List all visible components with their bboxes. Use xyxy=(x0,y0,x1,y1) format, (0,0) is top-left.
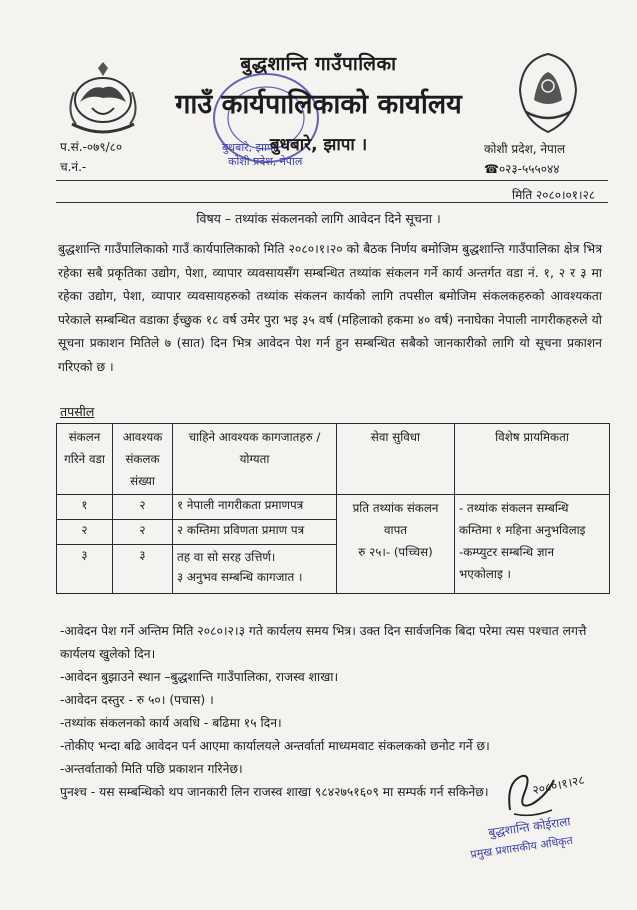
note-item: -आवेदन पेश गर्ने अन्तिम मिति २०८०।२।३ गते कार्यलय समय भित्र। उक्त दिन सार्वजनिक बिदा परेमा त्यस पश्चात लगत्तै कार्यलय खुलेको दिन। xyxy=(60,624,587,661)
ward-cell: १ xyxy=(57,495,113,520)
note-item: पुनश्च - यस सम्बन्धिको थप जानकारी लिन राजस्व शाखा ९८४२७५१६०९ मा सम्पर्क गर्न सकिनेछ। xyxy=(60,785,489,799)
service-cell xyxy=(337,495,455,594)
document-cell xyxy=(173,545,337,594)
header-count: आवश्यक संकलक संख्या xyxy=(113,424,173,495)
note-item: -अन्तर्वाताको मिति पछि प्रकाशन गरिनेछ। xyxy=(60,762,243,776)
ward-cell: २ xyxy=(57,520,113,545)
subject-line: विषय – तथ्यांक संकलनको लागि आवेदन दिने सूचना । xyxy=(196,211,441,226)
note-item: -तोकीए भन्दा बढि आवेदन पर्न आएमा कार्यालयले अन्तर्वार्ता माध्यमवाट संकलकको छनोट गर्ने छ। xyxy=(60,739,490,753)
tapsil-heading: तपसील xyxy=(60,404,95,419)
count-cell: २ xyxy=(113,495,173,520)
note-item: -आवेदन दस्तुर - रु ५०। (पचास) । xyxy=(60,693,214,707)
header-documents: चाहिने आवश्यक कागजातहरु / योग्यता xyxy=(173,424,337,495)
date-divider xyxy=(56,202,608,203)
office-name: गाउँ कार्यपालिकाको कार्यालय xyxy=(175,89,462,120)
dispatch-number: च.नं.- xyxy=(60,160,87,174)
header-service: सेवा सुविधा xyxy=(337,424,455,495)
signature-date: २०८०।१।२८ xyxy=(531,772,586,798)
header-divider xyxy=(56,180,608,181)
notice-body: बुद्धशान्ति गाउँपालिकाको गाउँ कार्यपालिकाको मिति २०८०।१।२० को बैठक निर्णय बमोजिम बुद्धशान्ति गाउँपालिका क्षेत्र भित्र रहेका सबै प्रकृतिका उद्योग, पेशा, व्यापार व्यवसायसँग सम्बन्धित तथ्यांक संकलन गर्ने कार्य अन्तर्गत वडा नं. १, २ र ३ मा रहेका उद्योग, पेशा, व्यापार व्यवसायहरुको तथ्यांक संकलन कार्यको लागि तपसील बमोजिम संकलकहरुको आवश्यकता परेकाले सम्बन्धित वडाका ईच्छुक १८ वर्ष उमेर पुरा भइ ३५ वर्ष (महिलाको हकमा ४० वर्ष) ननाघेका नेपाली नागरीकहरुले यो सूचना प्रकाशन मितिले ७ (सात) दिन भित्र आवेदन पेश गर्न हुन सम्बन्धित सबैको जानकारीको लागि यो सूचना प्रकाशन गरिएको छ । xyxy=(58,242,602,374)
priority-cell xyxy=(455,495,610,594)
signatory-title: प्रमुख प्रशासकीय अधिकृत xyxy=(469,833,574,862)
service-line: रु २५।- (पच्चिस) xyxy=(358,545,433,559)
priority-line: -कम्प्युटर सम्बन्धि ज्ञान xyxy=(459,545,555,559)
table-row xyxy=(57,495,610,520)
priority-line: - तथ्यांक संकलन सम्बन्धि xyxy=(459,501,569,515)
municipality-name: बुद्धशान्ति गाउँपालिका xyxy=(240,53,397,75)
service-line: वापत xyxy=(383,523,408,537)
notice-date: मिति २०८०।०१।२८ xyxy=(512,188,596,202)
document-line: ३ अनुभव सम्बन्धि कागजात । xyxy=(177,570,303,584)
details-table xyxy=(56,423,610,594)
header-priority: विशेष प्रायमिकता xyxy=(455,424,610,495)
document-cell: १ नेपाली नागरीकता प्रमाणपत्र xyxy=(173,495,337,520)
stamp-line-2: कोशी प्रदेश, नेपाल xyxy=(228,155,303,168)
note-item: -तथ्यांक संकलनको कार्य अवधि - बढिमा १५ दिन। xyxy=(60,716,282,730)
service-line: प्रति तथ्यांक संकलन xyxy=(352,501,439,515)
priority-line: कम्तिमा १ महिना अनुभविलाइ xyxy=(459,523,586,537)
document-cell: २ कम्तिमा प्रविणता प्रमाण पत्र xyxy=(173,520,337,545)
note-item: -आवेदन बुझाउने स्थान –बुद्धशान्ति गाउँपालिका, राजस्व शाखा। xyxy=(60,670,339,684)
table-header-row xyxy=(57,424,610,495)
office-address: बुधबारे, झापा । xyxy=(269,135,368,155)
ward-cell: ३ xyxy=(57,545,113,594)
priority-line: भएकोलाइ । xyxy=(459,567,511,581)
document-line: तह वा सो सरह उत्तिर्ण। xyxy=(177,550,276,564)
province-label: कोशी प्रदेश, नेपाल xyxy=(484,142,566,156)
count-cell: ३ xyxy=(113,545,173,594)
signatory-name: बुद्धशान्ति कोईराला xyxy=(487,814,572,840)
stamp-line-1: बुधबारे, झापा xyxy=(222,141,276,154)
header-ward: संकलन गरिने वडा xyxy=(57,424,113,495)
phone-number: ☎०२३-५५५०४४ xyxy=(484,162,560,176)
count-cell: २ xyxy=(113,520,173,545)
reference-number: प.सं.-०७९/८० xyxy=(60,140,123,154)
